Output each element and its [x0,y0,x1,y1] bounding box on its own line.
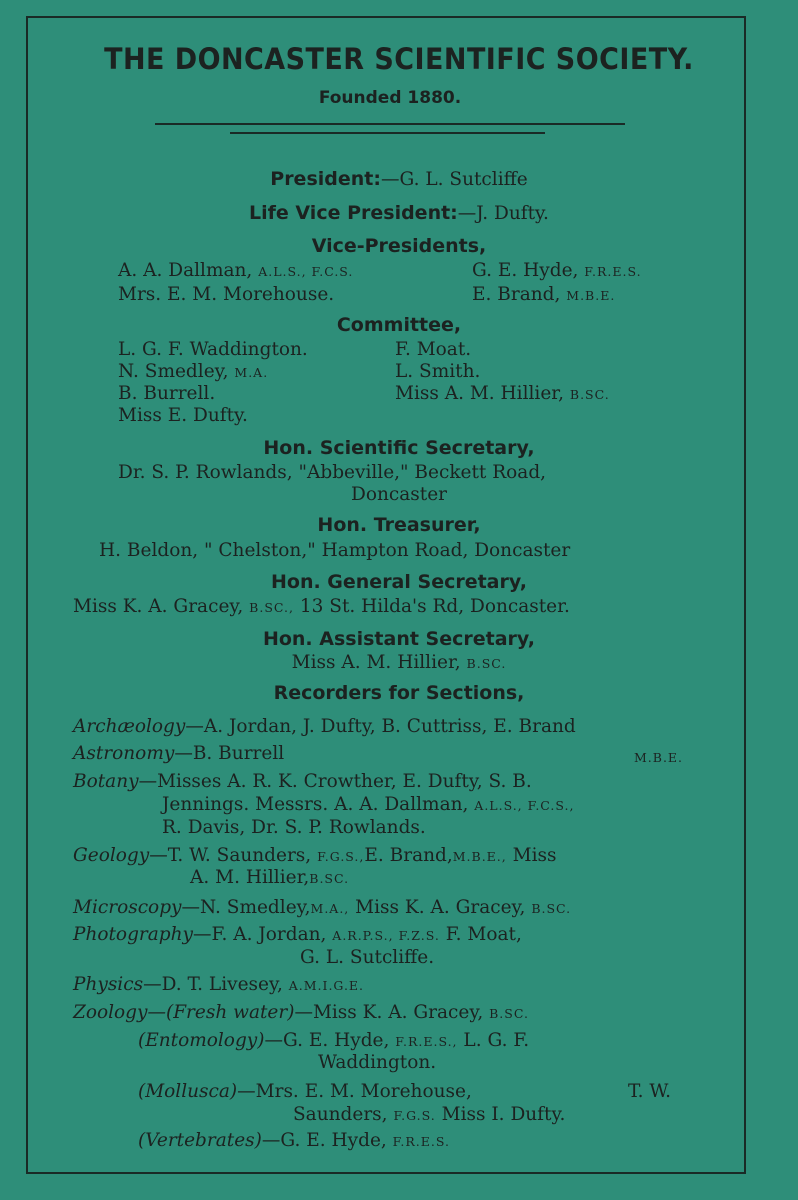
microscopy-text-a: —N. Smedley, [181,897,311,918]
recorder-astronomy [73,743,284,764]
vp-heading: Vice-Presidents, [311,235,487,257]
geology-text-a: —T. W. Saunders, [149,845,312,866]
asst-sec-name: Miss A. M. Hillier, [291,652,461,673]
geology-line-2-text: A. M. Hillier, [190,867,310,888]
astronomy-text: —B. Burrell [174,743,285,764]
physics-text: —D. T. Livesey, [143,974,283,995]
botany-line-2 [162,794,574,815]
photography-line-2: G. L. Sutcliffe. [300,947,435,968]
gen-sec-address: 13 St. Hilda's Rd, Doncaster. [299,596,570,617]
geology-qual-2: M.B.E., [452,849,507,864]
physics-label: Physics [73,974,144,995]
botany-line-2-text: Jennings. Messrs. A. A. Dallman, [162,794,469,815]
geology-label: Geology [73,845,150,866]
microscopy-label: Microscopy [73,897,182,918]
photography-text-a: —F. A. Jordan, [193,924,327,945]
committee-6-name: Miss A. M. Hillier, [395,383,564,404]
astronomy-label: Astronomy [73,743,175,764]
asst-sec-line [0,652,798,673]
vp-2-name: G. E. Hyde, [472,260,579,281]
life-vp-name: —J. Dufty. [457,203,549,224]
committee-heading: Committee, [336,314,462,336]
mollusca-line-2 [293,1104,565,1125]
president-label: President: [270,168,381,190]
recorder-entomology [138,1030,529,1051]
botany-label: Botany [73,771,139,792]
recorders-heading: Recorders for Sections, [273,682,525,704]
divider-bottom [230,132,545,134]
recorder-microscopy [73,897,571,918]
committee-3 [118,361,268,382]
treasurer-line: H. Beldon, " Chelston," Hampton Road, Doncaster [99,540,571,561]
zoology-label: Zoology [73,1002,148,1023]
geology-text-b: E. Brand, [364,845,453,866]
vertebrates-text: —G. E. Hyde, [261,1130,387,1151]
zoology-qual: B.SC. [489,1006,529,1021]
photography-label: Photography [73,924,193,945]
vp-1 [118,260,353,281]
committee-7: Miss E. Dufty. [118,405,248,426]
president-name: —G. L. Sutcliffe [380,169,528,190]
photography-qual: A.R.P.S., F.Z.S. [332,928,440,943]
committee-4: L. Smith. [395,361,481,382]
zoology-subsection: —(Fresh water) [147,1002,295,1023]
vp-2 [472,260,642,281]
vp-1-qual: A.L.S., F.C.S. [258,264,354,279]
entomology-line-2: Waddington. [318,1052,437,1073]
committee-5: B. Burrell. [118,383,216,404]
life-vp-label: Life Vice President: [249,202,458,224]
committee-6-qual: B.SC. [569,387,610,402]
photography-text-b: F. Moat, [445,924,522,945]
committee-3-qual: M.A. [234,365,269,380]
gen-sec-line [73,596,570,617]
vp-1-name: A. A. Dallman, [118,260,253,281]
mollusca-qual: F.G.S. [393,1108,436,1123]
mollusca-label: (Mollusca) [138,1081,238,1102]
vp-3: Mrs. E. M. Morehouse. [118,284,335,305]
committee-1: L. G. F. Waddington. [118,339,308,360]
microscopy-qual-2: B.SC. [531,901,572,916]
life-vp-line [0,202,798,224]
recorder-zoology [73,1002,529,1023]
entomology-qual: F.R.E.S., [395,1034,458,1049]
entomology-text-a: —G. E. Hyde, [264,1030,390,1051]
entomology-label: (Entomology) [138,1030,265,1051]
astronomy-qual: M.B.E. [634,750,684,765]
entomology-text-b: L. G. F. [463,1030,530,1051]
president-line [0,168,798,190]
sci-sec-line-2: Doncaster [351,484,447,505]
recorder-photography [73,924,522,945]
vp-4 [472,284,615,305]
gen-sec-qual: B.SC., [249,600,294,615]
geology-qual-3: B.SC. [309,871,350,886]
botany-line-3: R. Davis, Dr. S. P. Rowlands. [162,817,426,838]
vp-2-qual: F.R.E.S. [584,264,642,279]
microscopy-qual-1: M.A., [310,901,350,916]
recorder-geology [73,845,557,866]
sci-sec-line-1: Dr. S. P. Rowlands, "Abbeville," Beckett Road, [118,462,547,483]
vp-4-qual: M.B.E. [566,288,616,303]
recorder-mollusca [138,1081,472,1102]
gen-sec-heading: Hon. General Secretary, [270,571,528,593]
vp-4-name: E. Brand, [472,284,561,305]
recorder-archaeology [73,716,576,737]
recorder-botany [73,771,532,792]
treasurer-heading: Hon. Treasurer, [317,514,481,536]
mollusca-text-b: T. W. [628,1081,672,1102]
archaeology-text: —A. Jordan, J. Dufty, B. Cuttriss, E. Brand [185,716,576,737]
asst-sec-heading: Hon. Assistant Secretary, [262,628,536,650]
committee-2: F. Moat. [395,339,472,360]
geology-line-2 [190,867,349,888]
society-title: THE DONCASTER SCIENTIFIC SOCIETY. [104,42,694,76]
geology-qual-1: F.G.S., [317,849,365,864]
committee-3-name: N. Smedley, [118,361,229,382]
zoology-text: —Miss K. A. Gracey, [294,1002,484,1023]
recorder-vertebrates [138,1130,450,1151]
asst-sec-qual: B.SC. [466,656,507,671]
recorder-physics [73,974,364,995]
geology-text-c: Miss [512,845,557,866]
divider-top [155,123,625,125]
founded-line: Founded 1880. [318,88,462,108]
mollusca-line-2-a: Saunders, [293,1104,388,1125]
sci-sec-heading: Hon. Scientific Secretary, [263,437,535,459]
committee-6 [395,383,610,404]
vertebrates-qual: F.R.E.S. [392,1134,450,1149]
gen-sec-name: Miss K. A. Gracey, [73,596,244,617]
microscopy-text-b: Miss K. A. Gracey, [355,897,526,918]
mollusca-text-a: —Mrs. E. M. Morehouse, [237,1081,472,1102]
archaeology-label: Archæology [73,716,186,737]
vertebrates-label: (Vertebrates) [138,1130,262,1151]
mollusca-line-2-b: Miss I. Dufty. [441,1104,566,1125]
physics-qual: A.M.I.G.E. [288,978,365,993]
botany-line-1: —Misses A. R. K. Crowther, E. Dufty, S. B. [138,771,532,792]
botany-line-2-qual: A.L.S., F.C.S., [474,798,575,813]
